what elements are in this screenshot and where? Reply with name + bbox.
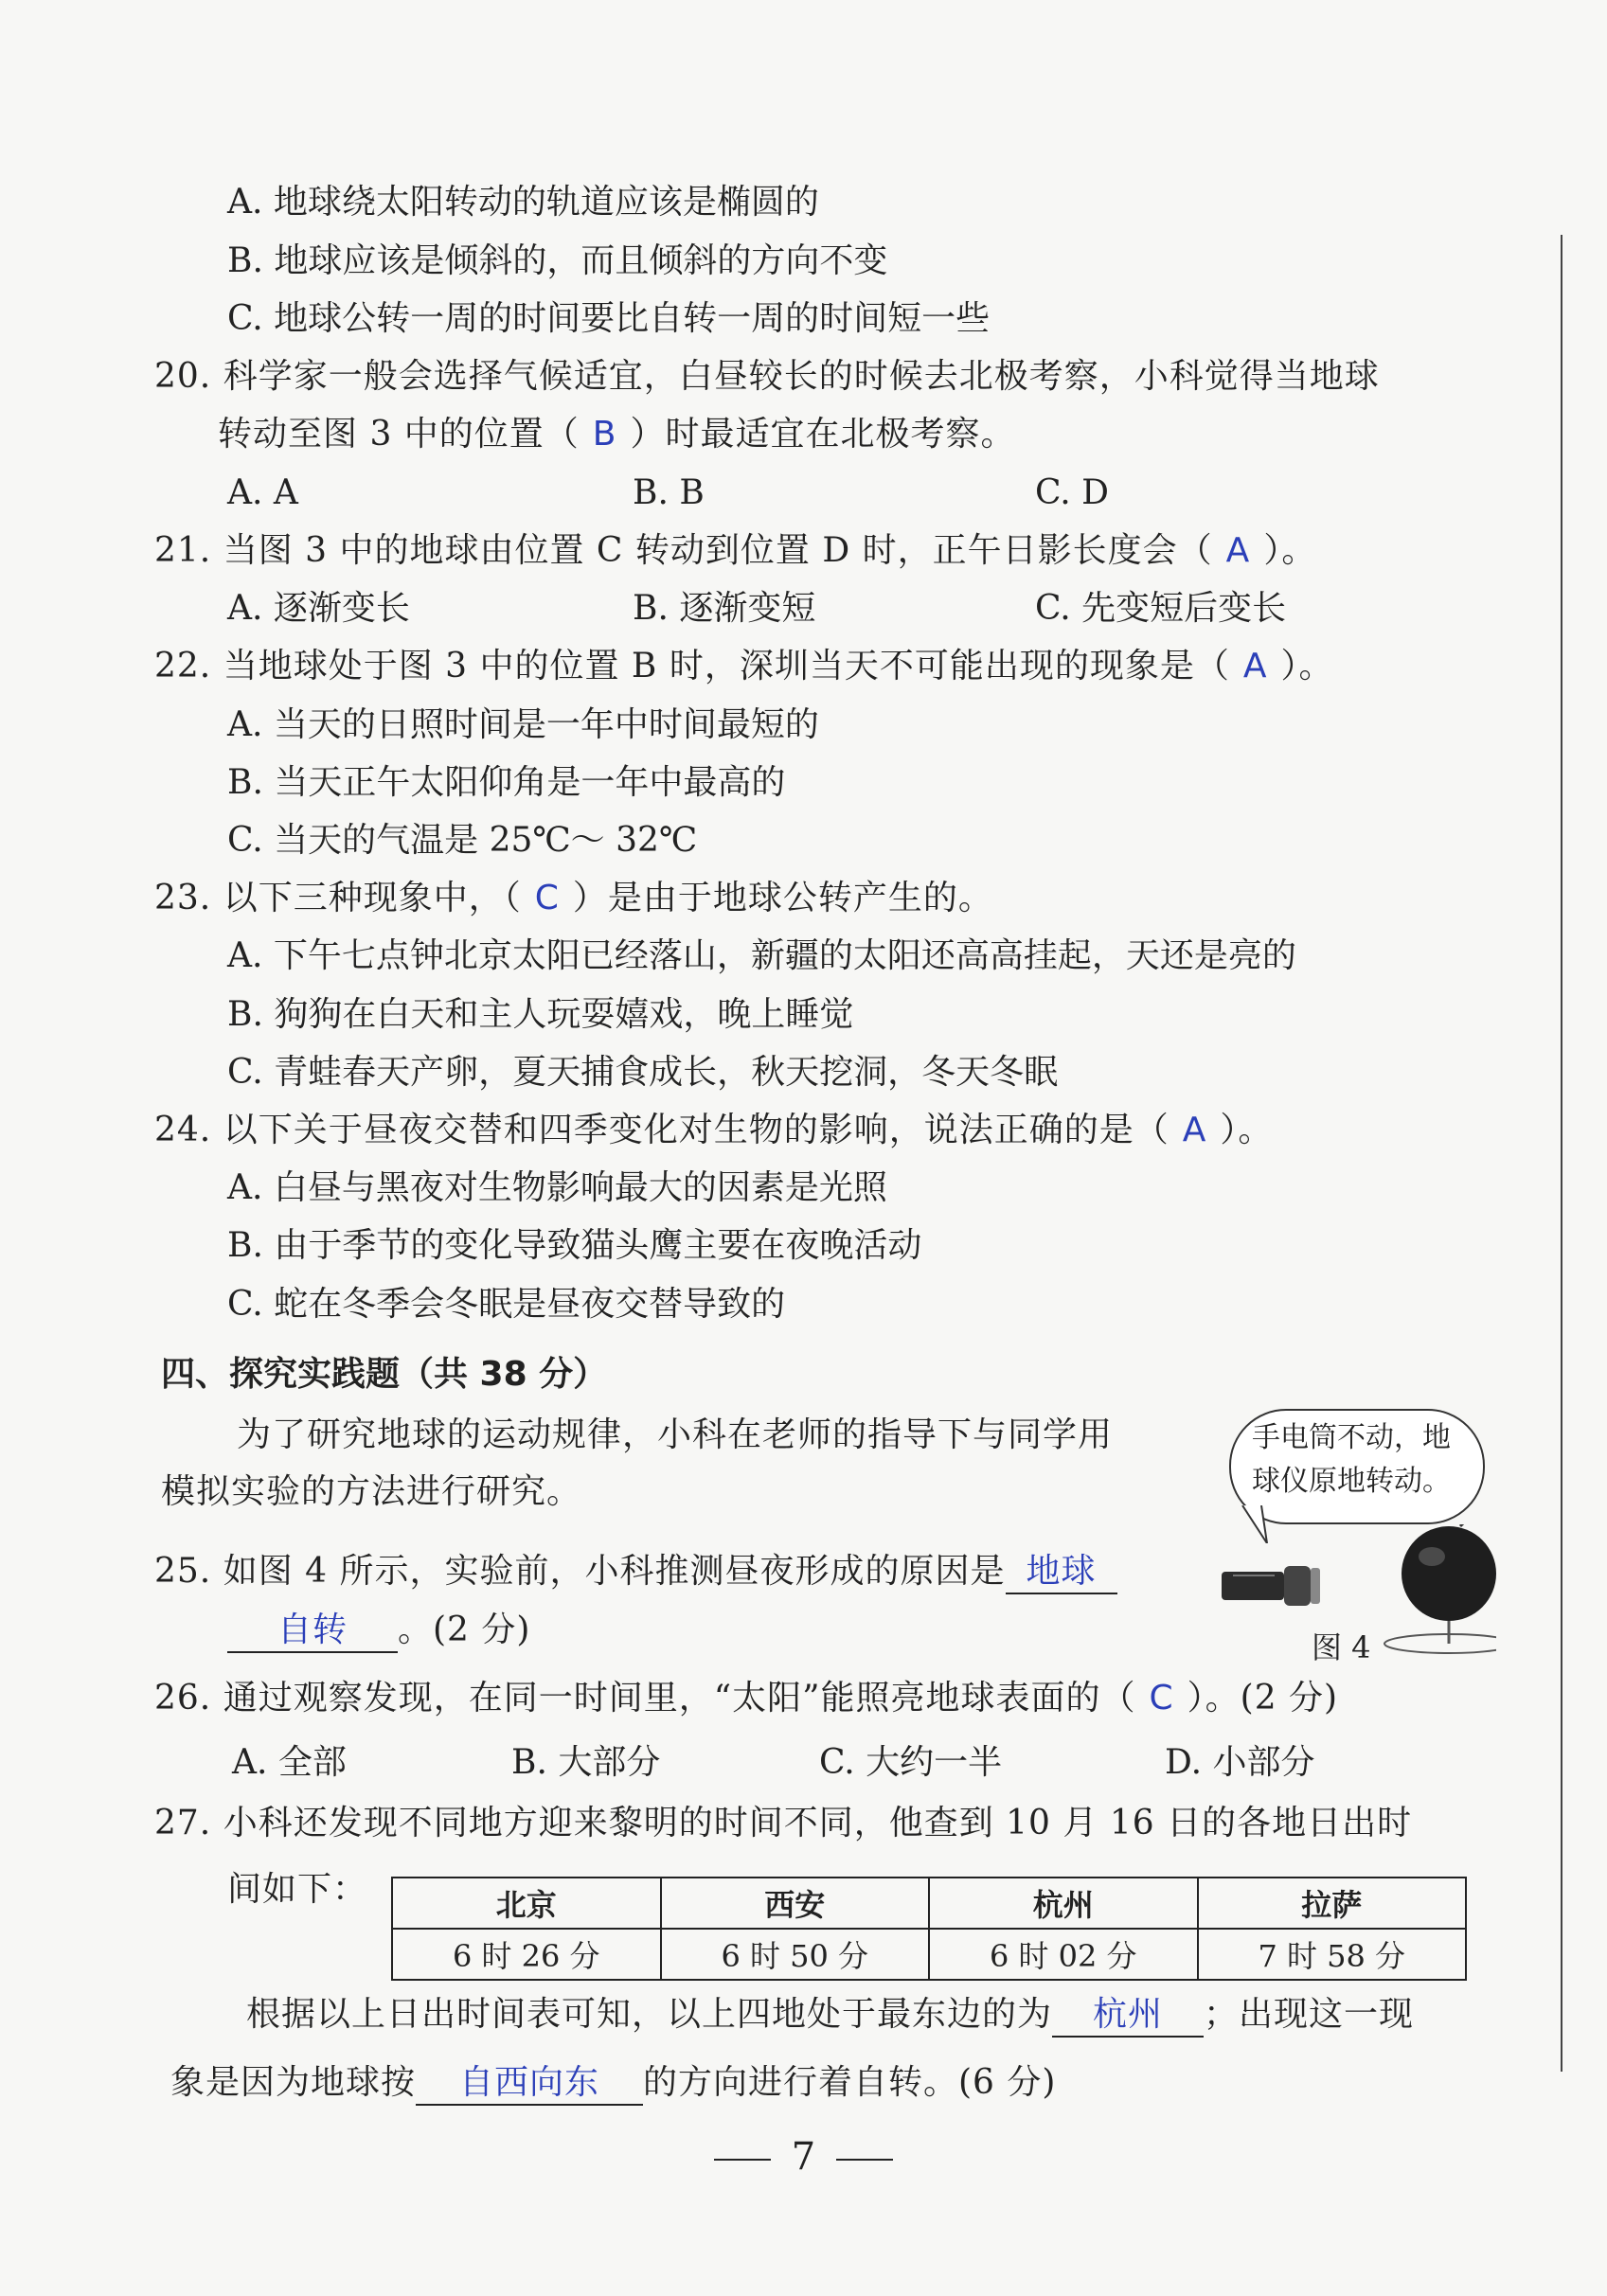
q26-option-c: C. 大约一半 <box>819 1743 1003 1782</box>
flashlight-icon <box>1222 1566 1320 1606</box>
q26-option-b: B. 大部分 <box>511 1743 661 1782</box>
q21-option-b: B. 逐渐变短 <box>633 589 816 628</box>
q22-option-c: C. 当天的气温是 25℃～ 32℃ <box>227 821 698 860</box>
q25-stem-2: 自转 。(2 分) <box>227 1608 530 1653</box>
section-4-intro-1: 为了研究地球的运动规律，小科在老师的指导下与同学用 <box>237 1415 1114 1454</box>
q21-stem: 21. 当图 3 中的地球由位置 C 转动到位置 D 时，正午日影长度会（ A ）。 <box>154 531 1317 570</box>
q21-option-c: C. 先变短后变长 <box>1035 589 1287 628</box>
footer-dash <box>836 2159 893 2161</box>
q27-answer-blank-2[interactable]: 自西向东 <box>416 2062 643 2106</box>
q20-stem: 20. 科学家一般会选择气候适宜，白昼较长的时候去北极考察，小科觉得当地球 <box>154 357 1380 396</box>
q27-conclusion-2: 象是因为地球按 自西向东 的方向进行着自转。(6 分) <box>170 2060 1056 2106</box>
q20-stem-2: 转动至图 3 中的位置（ B ）时最适宜在北极考察。 <box>218 415 1016 454</box>
q21-option-a: A. 逐渐变长 <box>227 589 410 628</box>
q20-option-b: B. B <box>633 473 705 512</box>
q25-stem: 25. 如图 4 所示，实验前，小科推测昼夜形成的原因是 地球 <box>154 1549 1117 1594</box>
q19-option-a: A. 地球绕太阳转动的轨道应该是椭圆的 <box>227 183 819 222</box>
q19-option-c: C. 地球公转一周的时间要比自转一周的时间短一些 <box>227 299 991 338</box>
q20-answer: B <box>592 415 617 454</box>
table-cell: 6 时 02 分 <box>929 1929 1198 1980</box>
footer-dash <box>714 2159 771 2161</box>
q26-option-d: D. 小部分 <box>1165 1743 1315 1782</box>
q27-answer-blank-1[interactable]: 杭州 <box>1052 1994 1204 2038</box>
table-cell: 7 时 58 分 <box>1198 1929 1467 1980</box>
q21-answer: A <box>1225 531 1251 570</box>
speech-bubble: 手电筒不动，地 球仪原地转动。 <box>1229 1409 1485 1524</box>
q22-option-a: A. 当天的日照时间是一年中时间最短的 <box>227 705 819 744</box>
globe-icon <box>1384 1524 1496 1653</box>
table-cell: 6 时 50 分 <box>661 1929 930 1980</box>
q24-option-c: C. 蛇在冬季会冬眠是昼夜交替导致的 <box>227 1285 786 1324</box>
q25-answer-blank-2[interactable]: 自转 <box>227 1610 398 1653</box>
section-4-title: 四、探究实践题（共 38 分） <box>161 1355 608 1394</box>
q26-option-a: A. 全部 <box>232 1743 347 1782</box>
q24-option-b: B. 由于季节的变化导致猫头鹰主要在夜晚活动 <box>227 1226 922 1265</box>
q22-option-b: B. 当天正午太阳仰角是一年中最高的 <box>227 763 786 802</box>
margin-rule <box>1561 235 1562 2072</box>
q20-option-c: C. D <box>1035 473 1110 512</box>
q22-stem: 22. 当地球处于图 3 中的位置 B 时，深圳当天不可能出现的现象是（ A ）。 <box>154 647 1334 685</box>
table-header-cell: 西安 <box>661 1878 930 1929</box>
section-4-intro-2: 模拟实验的方法进行研究。 <box>161 1472 582 1511</box>
q26-stem: 26. 通过观察发现，在同一时间里，“太阳”能照亮地球表面的（ C ）。(2 分) <box>154 1679 1339 1718</box>
q27-conclusion-1: 根据以上日出时间表可知，以上四地处于最东边的为 杭州 ；出现这一现 <box>246 1992 1414 2038</box>
q26-answer: C <box>1149 1679 1174 1718</box>
q23-stem: 23. 以下三种现象中，（ C ）是由于地球公转产生的。 <box>154 879 993 917</box>
q23-option-c: C. 青蛙春天产卵，夏天捕食成长，秋天挖洞，冬天冬眠 <box>227 1053 1059 1092</box>
q23-option-b: B. 狗狗在白天和主人玩耍嬉戏，晚上睡觉 <box>227 995 854 1034</box>
table-cell: 6 时 26 分 <box>392 1929 661 1980</box>
q27-stem-2: 间如下： <box>227 1870 368 1909</box>
q23-answer: C <box>534 879 560 917</box>
table-header-cell: 拉萨 <box>1198 1878 1467 1929</box>
figure-4-caption: 图 4 <box>1312 1629 1371 1665</box>
q23-option-a: A. 下午七点钟北京太阳已经落山，新疆的太阳还高高挂起，天还是亮的 <box>227 936 1296 975</box>
q19-option-b: B. 地球应该是倾斜的，而且倾斜的方向不变 <box>227 241 888 280</box>
table-header-cell: 北京 <box>392 1878 661 1929</box>
q24-stem: 24. 以下关于昼夜交替和四季变化对生物的影响，说法正确的是（ A ）。 <box>154 1111 1274 1149</box>
table-row <box>392 1929 1466 1980</box>
q22-answer: A <box>1242 647 1268 685</box>
q24-option-a: A. 白昼与黑夜对生物影响最大的因素是光照 <box>227 1168 887 1207</box>
q27-stem: 27. 小科还发现不同地方迎来黎明的时间不同，他查到 10 月 16 日的各地日出时 <box>154 1804 1413 1842</box>
table-header-cell: 杭州 <box>929 1878 1198 1929</box>
table-header-row <box>392 1878 1466 1929</box>
sunrise-table <box>391 1877 1467 1981</box>
q25-answer-blank-1[interactable]: 地球 <box>1006 1551 1117 1594</box>
q20-option-a: A. A <box>227 473 298 512</box>
q24-answer: A <box>1182 1111 1207 1149</box>
page-footer <box>0 2135 1607 2179</box>
page-number: 7 <box>791 2135 816 2179</box>
